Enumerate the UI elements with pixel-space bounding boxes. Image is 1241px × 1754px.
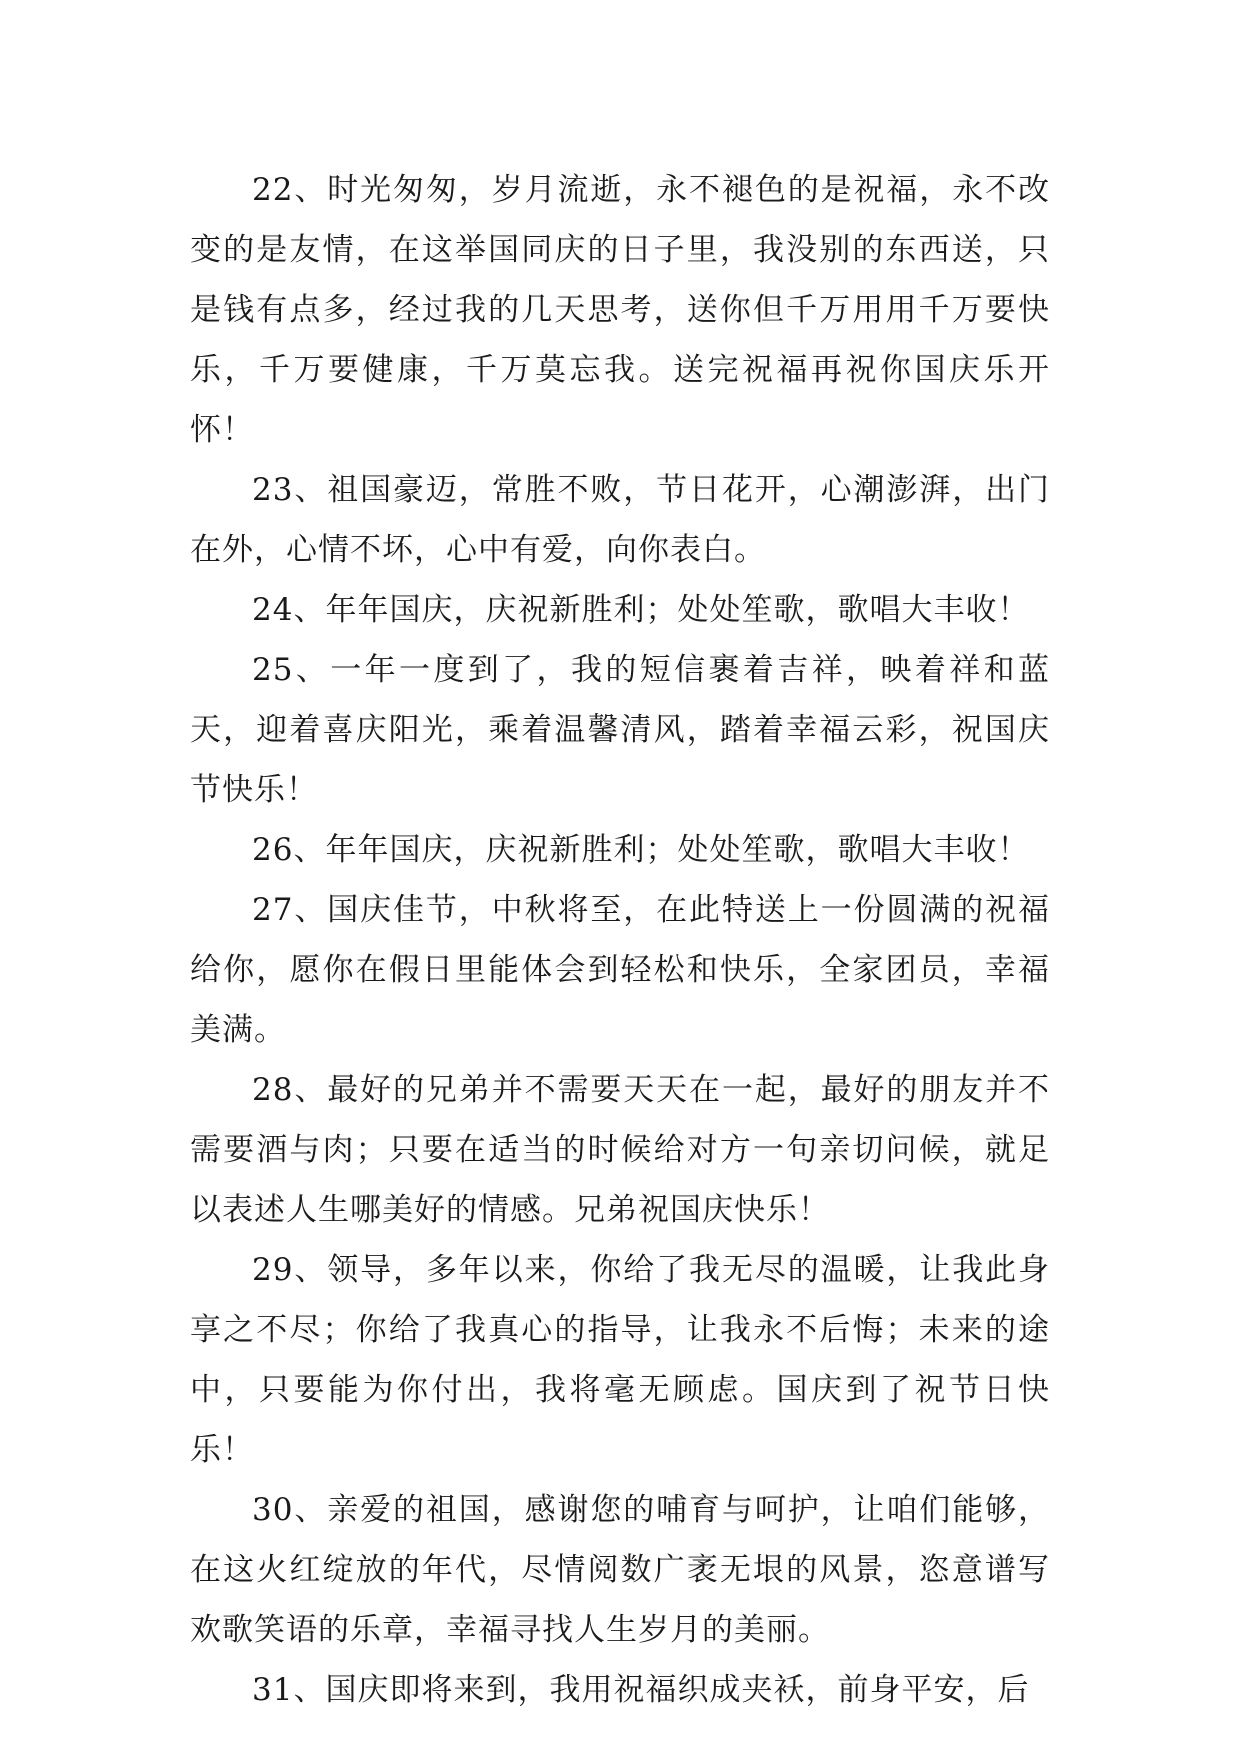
paragraph-26: 26、年年国庆，庆祝新胜利；处处笙歌，歌唱大丰收！ — [252, 832, 1030, 868]
paragraph-25: 25、一年一度到了，我的短信裹着吉祥，映着祥和蓝天，迎着喜庆阳光，乘着温馨清风，踏着幸福云彩，祝国庆节快乐！ — [190, 652, 1050, 808]
paragraph-29: 29、领导，多年以来，你给了我无尽的温暖，让我此身享之不尽；你给了我真心的指导，让我永不后悔；未来的途中，只要能为你付出，我将毫无顾虑。国庆到了祝节日快乐！ — [190, 1252, 1050, 1468]
paragraph-31: 31、国庆即将来到，我用祝福织成夹袄，前身平安，后 — [252, 1672, 1030, 1708]
paragraph-23: 23、祖国豪迈，常胜不败，节日花开，心潮澎湃，出门在外，心情不坏，心中有爱，向你表白。 — [190, 472, 1050, 568]
paragraph-30: 30、亲爱的祖国，感谢您的哺育与呵护，让咱们能够，在这火红绽放的年代，尽情阅数广袤无垠的风景，恣意谱写欢歌笑语的乐章，幸福寻找人生岁月的美丽。 — [190, 1492, 1050, 1648]
paragraph-28: 28、最好的兄弟并不需要天天在一起，最好的朋友并不需要酒与肉；只要在适当的时候给对方一句亲切问候，就足以表述人生哪美好的情感。兄弟祝国庆快乐！ — [190, 1072, 1050, 1228]
document-page — [190, 160, 1050, 1720]
paragraph-27: 27、国庆佳节，中秋将至，在此特送上一份圆满的祝福给你，愿你在假日里能体会到轻松和快乐，全家团员，幸福美满。 — [190, 892, 1050, 1048]
paragraph-24: 24、年年国庆，庆祝新胜利；处处笙歌，歌唱大丰收！ — [252, 592, 1030, 628]
paragraph-22: 22、时光匆匆，岁月流逝，永不褪色的是祝福，永不改变的是友情，在这举国同庆的日子里，我没别的东西送，只是钱有点多，经过我的几天思考，送你但千万用用千万要快乐，千万要健康，千万莫忘我。送完祝福再祝你国庆乐开怀！ — [190, 172, 1050, 448]
